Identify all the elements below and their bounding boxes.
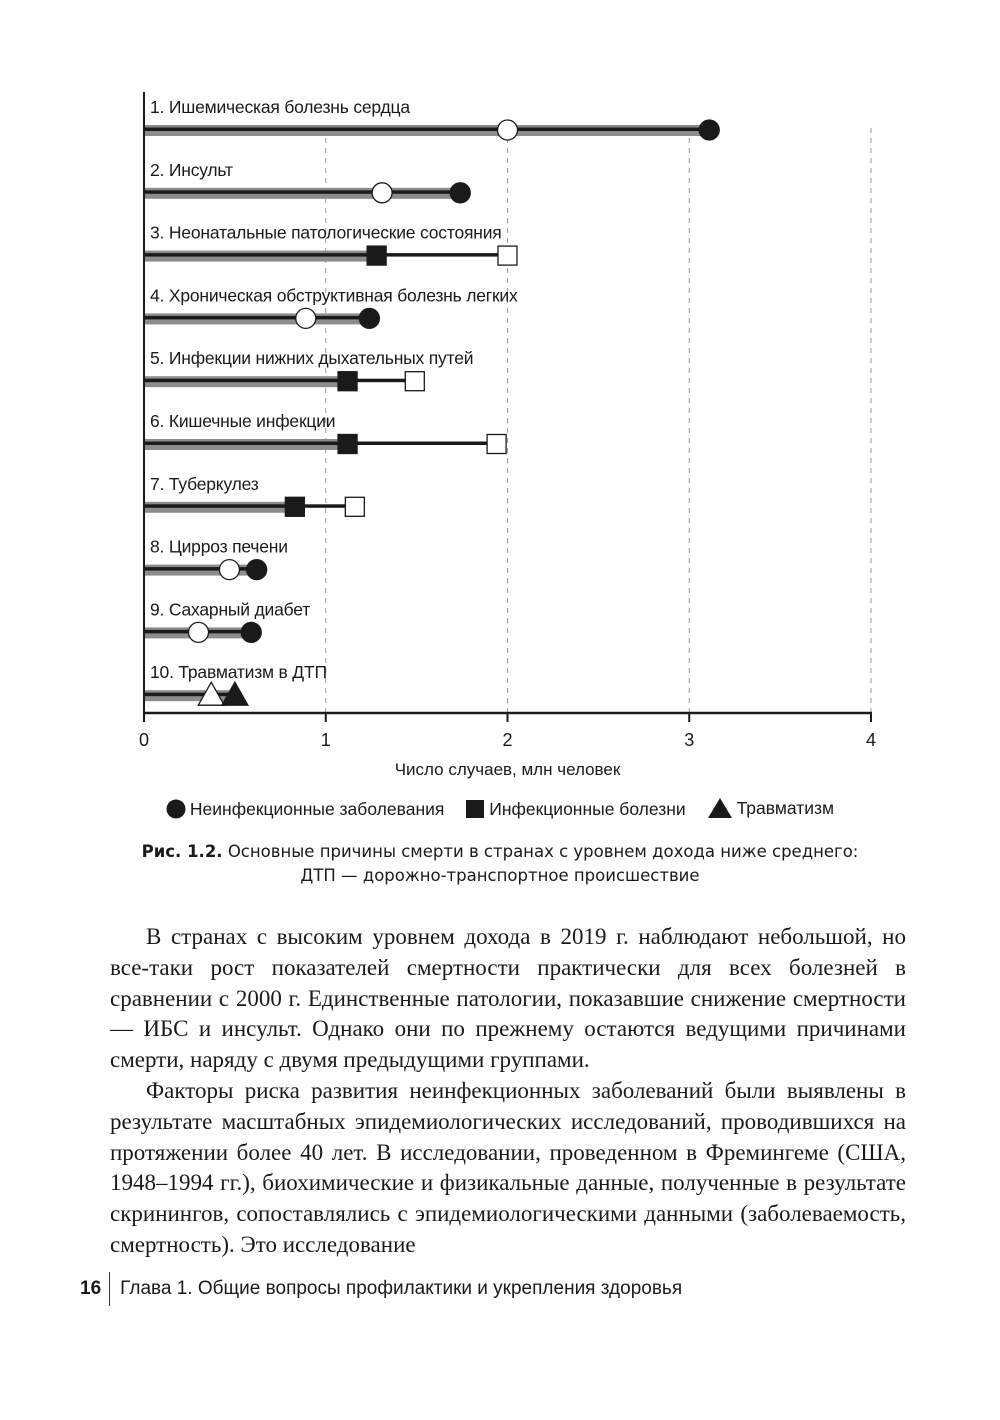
chart-row: [144, 474, 364, 517]
filled-square-marker: [338, 435, 357, 454]
tick-label: 2: [502, 730, 513, 750]
chart-row: [144, 348, 473, 391]
legend-label: Инфекционные болезни: [489, 798, 686, 819]
figure-caption: [80, 840, 920, 888]
open-circle-marker: [296, 308, 316, 328]
chart-legend: [0, 797, 1000, 824]
caption-line-2: ДТП — дорожно-транспортное происшествие: [300, 866, 700, 885]
figure-number: Рис. 1.2.: [141, 842, 223, 861]
open-square-marker: [498, 246, 517, 265]
paragraph: Факторы риска развития неинфекционных заболеваний были выявлены в результате масштабных эпидемиологических исследований, проводившихся на протяжении более 40 лет. В исследовании, проведенном в Фремингеме (США, 1948–1994 гг.), биохимические и физикальные данные, полученные в результате скринингов, сопоставлялись с эпидемиологическими данными (заболеваемость, смертность). Это исследование: [110, 1077, 906, 1257]
line: [144, 128, 709, 132]
tick-label: 1: [320, 730, 331, 750]
footer-divider: [109, 1272, 110, 1306]
row-label: 2. Инсульт: [150, 159, 233, 180]
line: [144, 504, 355, 508]
tick-label: 0: [138, 730, 150, 750]
page-footer: [80, 1272, 682, 1306]
chart-row: [144, 223, 517, 266]
chart-row: [144, 537, 288, 580]
open-circle-marker: [219, 560, 239, 580]
row-label: 5. Инфекции нижних дыхательных путей: [150, 348, 474, 369]
row-label: 9. Сахарный диабет: [150, 599, 311, 620]
chart-row: [144, 97, 719, 140]
open-circle-marker: [498, 120, 518, 140]
row-label: 4. Хроническая обструктивная болезнь легких: [150, 285, 518, 306]
page-number: 16: [80, 1278, 102, 1299]
filled-square-icon: [465, 799, 485, 819]
open-circle-marker: [189, 622, 209, 642]
body-text: [110, 922, 906, 1261]
x-axis-title: Число случаев, млн человек: [394, 760, 621, 779]
legend-label: Неинфекционные заболевания: [189, 798, 445, 819]
line: [144, 316, 369, 320]
line: [144, 190, 460, 194]
row-label: 6. Кишечные инфекции: [150, 411, 336, 431]
caption-line-1: Основные причины смерти в странах с уровнем дохода ниже среднего:: [222, 842, 859, 861]
filled-circle-icon: [166, 799, 186, 819]
chart-row: [144, 160, 470, 203]
legend-item-injury: [707, 797, 835, 819]
row-label: 8. Цирроз печени: [150, 536, 288, 557]
chart-row: [144, 411, 506, 454]
line: [144, 253, 508, 257]
line: [144, 442, 497, 446]
paragraph: В странах с высоким уровнем дохода в 2019 г. наблюдают небольшой, но все-таки рост показателей смертности практически для всех болезней в сравнении с 2000 г. Единственные патологии, показавшие снижение смертности — ИБС и инсульт. Однако они по прежнему остаются ведущими причинами смерти, наряду с двумя предыдущими группами.: [110, 924, 906, 1073]
open-circle-marker: [372, 183, 392, 203]
filled-triangle-icon: [707, 797, 733, 819]
row-label: 3. Неонатальные патологические состояния: [150, 222, 502, 243]
filled-circle-marker: [247, 560, 267, 580]
line: [144, 379, 415, 383]
chapter-title: Глава 1. Общие вопросы профилактики и укрепления здоровья: [120, 1278, 683, 1299]
filled-square-marker: [367, 246, 386, 265]
row-label: 7. Туберкулез: [150, 473, 259, 494]
filled-circle-marker: [450, 183, 470, 203]
chart-rows: [144, 97, 719, 705]
chart-row: [144, 662, 327, 705]
filled-circle-marker: [699, 120, 719, 140]
filled-square-marker: [338, 372, 357, 391]
tick-label: 3: [684, 730, 695, 750]
line: [144, 693, 235, 697]
filled-square-marker: [285, 497, 304, 516]
open-square-marker: [487, 435, 506, 454]
legend-item-infectious: [465, 799, 685, 820]
open-square-marker: [405, 372, 424, 391]
filled-circle-marker: [359, 308, 379, 328]
row-label: 1. Ишемическая болезнь сердца: [150, 97, 410, 117]
row-label: 10. Травматизм в ДТП: [150, 662, 327, 683]
grid-lines: [326, 128, 871, 713]
chart-row: [144, 285, 518, 328]
tick-label: 4: [865, 730, 877, 750]
open-square-marker: [345, 497, 364, 516]
legend-item-noninfectious: [166, 799, 444, 820]
chart-row: [144, 599, 310, 642]
legend-label: Травматизм: [736, 797, 835, 818]
filled-circle-marker: [241, 622, 261, 642]
